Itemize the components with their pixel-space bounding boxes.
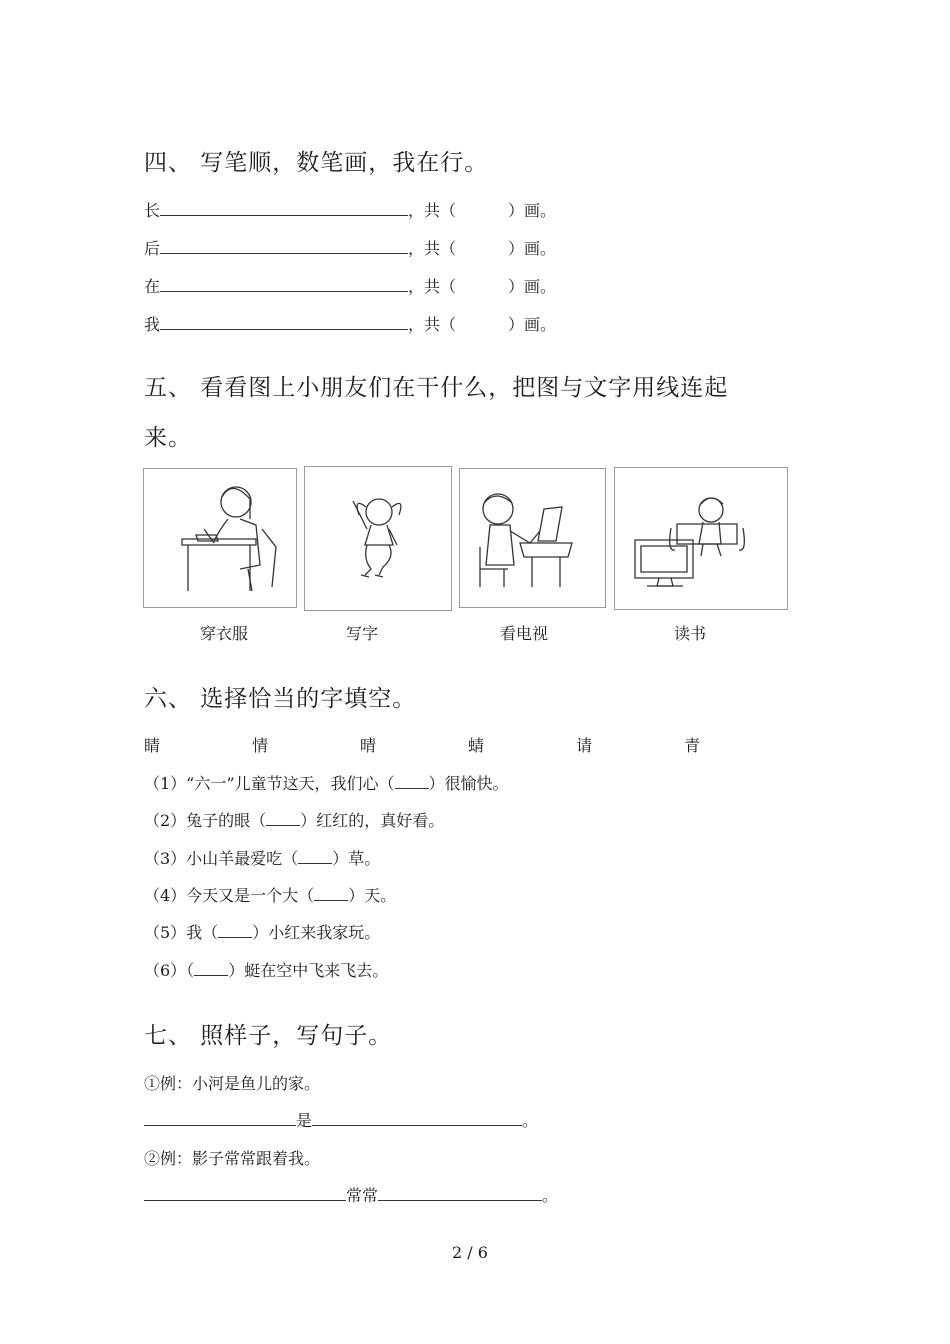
fill-item-4: （4）今天又是一个大（ ）天。 [144,886,397,905]
answer-line[interactable] [378,1186,542,1201]
choice-char: 青 [684,736,701,755]
picture-reading[interactable] [459,468,606,608]
answer-blank[interactable] [314,887,348,901]
fill-item-2: （2）兔子的眼（ ）红红的，真好看。 [144,811,445,830]
sentence-row-2: 常常 。 [144,1183,558,1206]
stroke-order-line[interactable] [160,315,408,330]
stroke-row-4: 我 ，共（ ）画。 [144,315,557,334]
fill-item-6: （6）（ ）蜓在空中飞来飞去。 [144,961,389,980]
section-7-title: 七、 照样子，写句子。 [144,1023,393,1049]
picture-watching-tv[interactable] [614,467,788,610]
picture-writing[interactable] [143,468,297,608]
stroke-order-line[interactable] [160,277,408,292]
stroke-order-line[interactable] [160,239,408,254]
answer-blank[interactable] [266,812,300,826]
answer-blank[interactable] [194,962,228,976]
answer-line[interactable] [144,1111,296,1126]
answer-line[interactable] [144,1186,346,1201]
fill-item-5: （5）我（ ）小红来我家玩。 [144,923,381,942]
section-5-title: 五、 看看图上小朋友们在干什么，把图与文字用线连起 [144,375,729,401]
stroke-row-3: 在 ，共（ ）画。 [144,277,557,296]
fill-item-1: （1）“六一”儿童节这天，我们心（ ）很愉快。 [144,774,509,793]
example-1: ①例：小河是鱼儿的家。 [144,1074,321,1093]
choice-char: 情 [252,736,269,755]
picture-dressing[interactable] [304,466,452,611]
stroke-char: 后 [144,239,161,258]
caption-reading[interactable]: 读书 [674,624,707,643]
choice-char: 请 [576,736,593,755]
choice-char-row [144,733,700,756]
section-5-title-cont: 来。 [144,425,192,451]
answer-line[interactable] [312,1111,522,1126]
stroke-char: 长 [144,201,161,220]
choice-char: 蜻 [468,736,485,755]
page-number: 2 / 6 [452,1243,488,1262]
caption-writing[interactable]: 写字 [346,624,379,643]
stroke-row-2: 后 ，共（ ）画。 [144,239,557,258]
answer-blank[interactable] [298,850,332,864]
answer-blank[interactable] [395,775,429,789]
stroke-char: 在 [144,277,161,296]
answer-blank[interactable] [218,924,252,938]
example-2: ②例：影子常常跟着我。 [144,1149,321,1168]
sentence-row-1: 是 。 [144,1108,538,1131]
caption-dressing[interactable]: 穿衣服 [200,624,249,643]
fill-item-3: （3）小山羊最爱吃（ ）草。 [144,849,381,868]
caption-watching-tv[interactable]: 看电视 [500,624,549,643]
choice-char: 睛 [144,736,161,755]
stroke-row-1: 长 ，共（ ）画。 [144,201,557,220]
stroke-char: 我 [144,315,161,334]
choice-char: 晴 [360,736,377,755]
stroke-order-line[interactable] [160,201,408,216]
section-6-title: 六、 选择恰当的字填空。 [144,686,417,712]
section-4-title: 四、 写笔顺，数笔画，我在行。 [144,150,489,176]
